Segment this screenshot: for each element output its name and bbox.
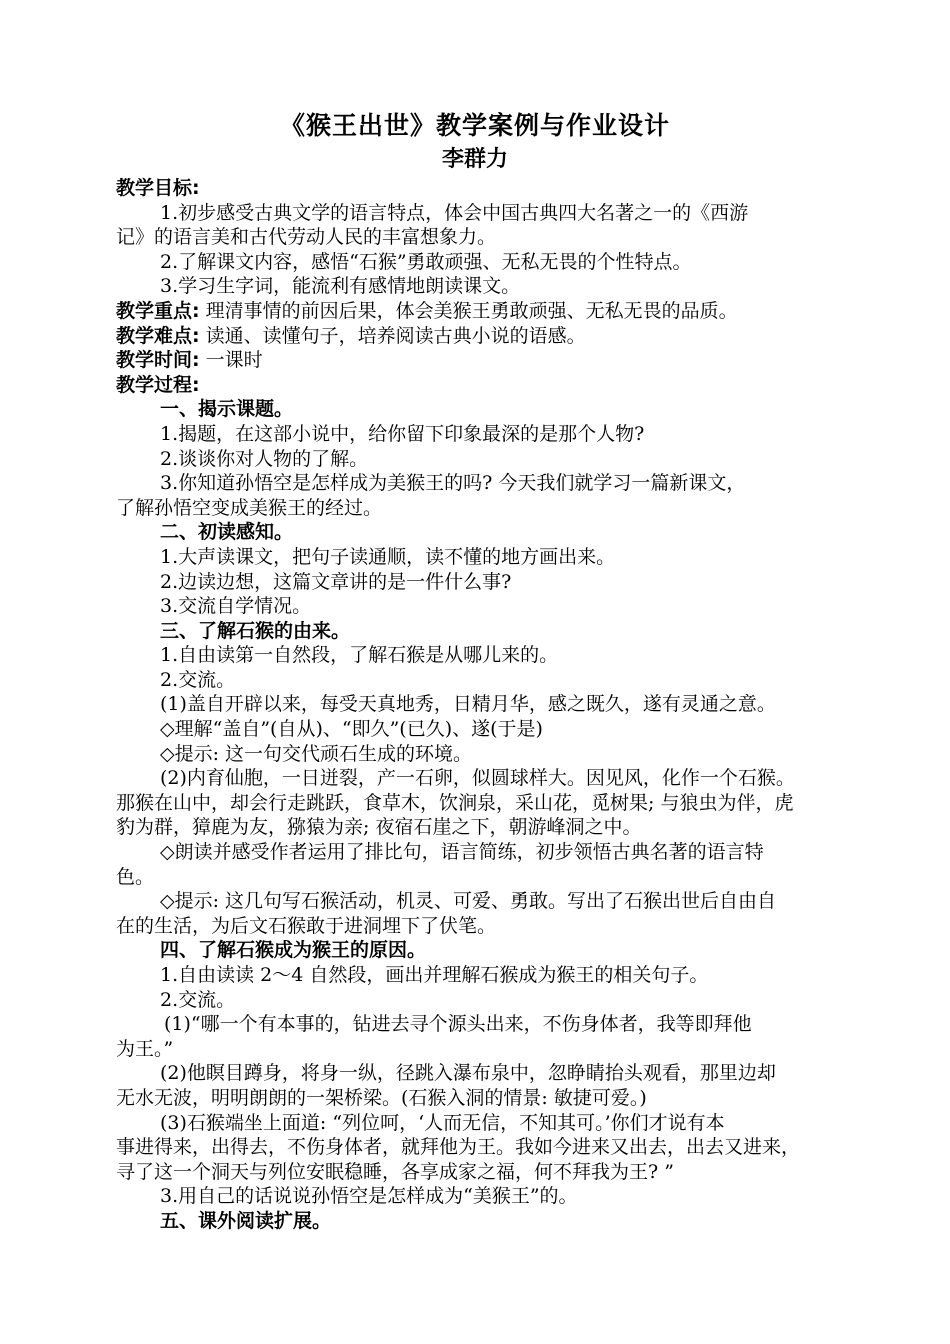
document-body — [116, 176, 861, 1234]
difficulty-text: 读通、读懂句子，培养阅读古典小说的语感。 — [199, 324, 586, 347]
focus-label: 教学重点: — [116, 299, 200, 322]
section-1-heading: 一、揭示课题。 — [160, 398, 294, 421]
goal-3: 3.学习生字词，能流利有感情地朗读课文。 — [160, 275, 521, 298]
focus-row — [116, 299, 861, 324]
difficulty-label: 教学难点: — [116, 324, 200, 347]
section-4-heading: 四、了解石猴成为猴王的原因。 — [160, 939, 427, 962]
section-4-item-3: 3.用自己的话说说孙悟空是怎样成为“美猴王”的。 — [160, 1185, 578, 1208]
section-3-quote-2-note-line-1: ◇朗读并感受作者运用了排比句，语言简练，初步领悟古典名著的语言特 — [160, 841, 764, 864]
section-3-heading: 三、了解石猴的由来。 — [160, 619, 351, 642]
focus-text: 理清事情的前因后果，体会美猴王勇敢顽强、无私无畏的品质。 — [199, 299, 738, 322]
process-heading: 教学过程: — [116, 373, 200, 396]
section-3-quote-2-line-2: 那猴在山中，却会行走跳跃，食草木，饮涧泉，采山花，觅树果; 与狼虫为伴，虎 — [116, 791, 794, 814]
time-row — [116, 348, 861, 373]
section-5-heading: 五、课外阅读扩展。 — [160, 1209, 332, 1232]
section-3-quote-2-line-3: 豹为群，獐鹿为友，猕猿为亲; 夜宿石崖之下，朝游峰洞之中。 — [116, 816, 642, 839]
section-3-item-1: 1.自由读第一自然段，了解石猴是从哪儿来的。 — [160, 644, 559, 667]
goal-2: 2.了解课文内容，感悟“石猴”勇敢顽强、无私无畏的个性特点。 — [160, 250, 692, 273]
section-1-item-1: 1.揭题，在这部小说中，给你留下印象最深的是那个人物? — [160, 422, 645, 445]
section-2-heading: 二、初读感知。 — [160, 521, 294, 544]
section-3-item-2: 2.交流。 — [160, 668, 236, 691]
time-label: 教学时间: — [116, 349, 200, 372]
section-3-quote-1: (1)盖自开辟以来，每受天真地秀，日精月华，感之既久，遂有灵通之意。 — [160, 693, 776, 716]
section-2-item-2: 2.边读边想，这篇文章讲的是一件什么事? — [160, 570, 512, 593]
section-4-quote-3-line-1: (3)石猴端坐上面道: “列位呵，‘人而无信，不知其可。’你们才说有本 — [160, 1111, 725, 1134]
difficulty-row — [116, 324, 861, 349]
section-3-quote-2-line-1: (2)内育仙胞，一日迸裂，产一石卵，似圆球样大。因见风，化作一个石猴。 — [160, 767, 795, 790]
section-1-item-3-line-1: 3.你知道孙悟空是怎样成为美猴王的吗? 今天我们就学习一篇新课文， — [160, 472, 746, 495]
section-2-item-1: 1.大声读课文，把句子读通顺，读不懂的地方画出来。 — [160, 545, 616, 568]
section-3-quote-2-tip-line-1: ◇提示: 这几句写石猴活动，机灵、可爱、勇敢。写出了石猴出世后自由自 — [160, 890, 777, 913]
section-3-quote-2-note-line-2: 色。 — [116, 865, 155, 888]
document-title: 《猴王出世》教学案例与作业设计 — [279, 111, 670, 140]
section-4-item-2: 2.交流。 — [160, 988, 236, 1011]
section-4-quote-2-line-2: 无水无波，明明朗朗的一架桥梁。(石猴入洞的情景: 敏捷可爱。) — [116, 1086, 647, 1109]
section-3-quote-1-tip: ◇提示: 这一句交代顽石生成的环境。 — [160, 742, 473, 765]
time-text: 一课时 — [199, 349, 263, 372]
author-name: 李群力 — [441, 147, 508, 172]
section-4-quote-1-line-2: 为王。” — [116, 1037, 174, 1060]
section-1-item-3-line-2: 了解孙悟空变成美猴王的经过。 — [116, 496, 383, 519]
section-3-quote-1-note: ◇理解“盖自”(自从)、“即久”(已久)、遂(于是) — [160, 718, 543, 741]
section-2-item-3: 3.交流自学情况。 — [160, 595, 312, 618]
section-4-quote-3-line-2: 事进得来，出得去，不伤身体者，就拜他为王。我如今进来又出去，出去又进来， — [116, 1136, 801, 1159]
section-3-quote-2-tip-line-2: 在的生活，为后文石猴敢于进洞埋下了伏笔。 — [116, 914, 497, 937]
section-4-quote-3-line-3: 寻了这一个洞天与列位安眠稳睡，各享成家之福，何不拜我为王? ” — [116, 1160, 674, 1183]
goal-1-line-1: 1.初步感受古典文学的语言特点，体会中国古典四大名著之一的《西游 — [160, 201, 749, 224]
section-1-item-2: 2.谈谈你对人物的了解。 — [160, 447, 369, 470]
section-4-quote-1-line-1: (1)“哪一个有本事的，钻进去寻个源头出来，不伤身体者，我等即拜他 — [164, 1013, 752, 1036]
section-4-item-1: 1.自由读读 2～4 自然段，画出并理解石猴成为猴王的相关句子。 — [160, 964, 709, 986]
goal-1-line-2: 记》的语言美和古代劳动人民的丰富想象力。 — [116, 226, 497, 249]
goals-heading: 教学目标: — [116, 177, 200, 199]
section-4-quote-2-line-1: (2)他瞑目蹲身，将身一纵，径跳入瀑布泉中，忽睁睛抬头观看，那里边却 — [160, 1062, 776, 1085]
